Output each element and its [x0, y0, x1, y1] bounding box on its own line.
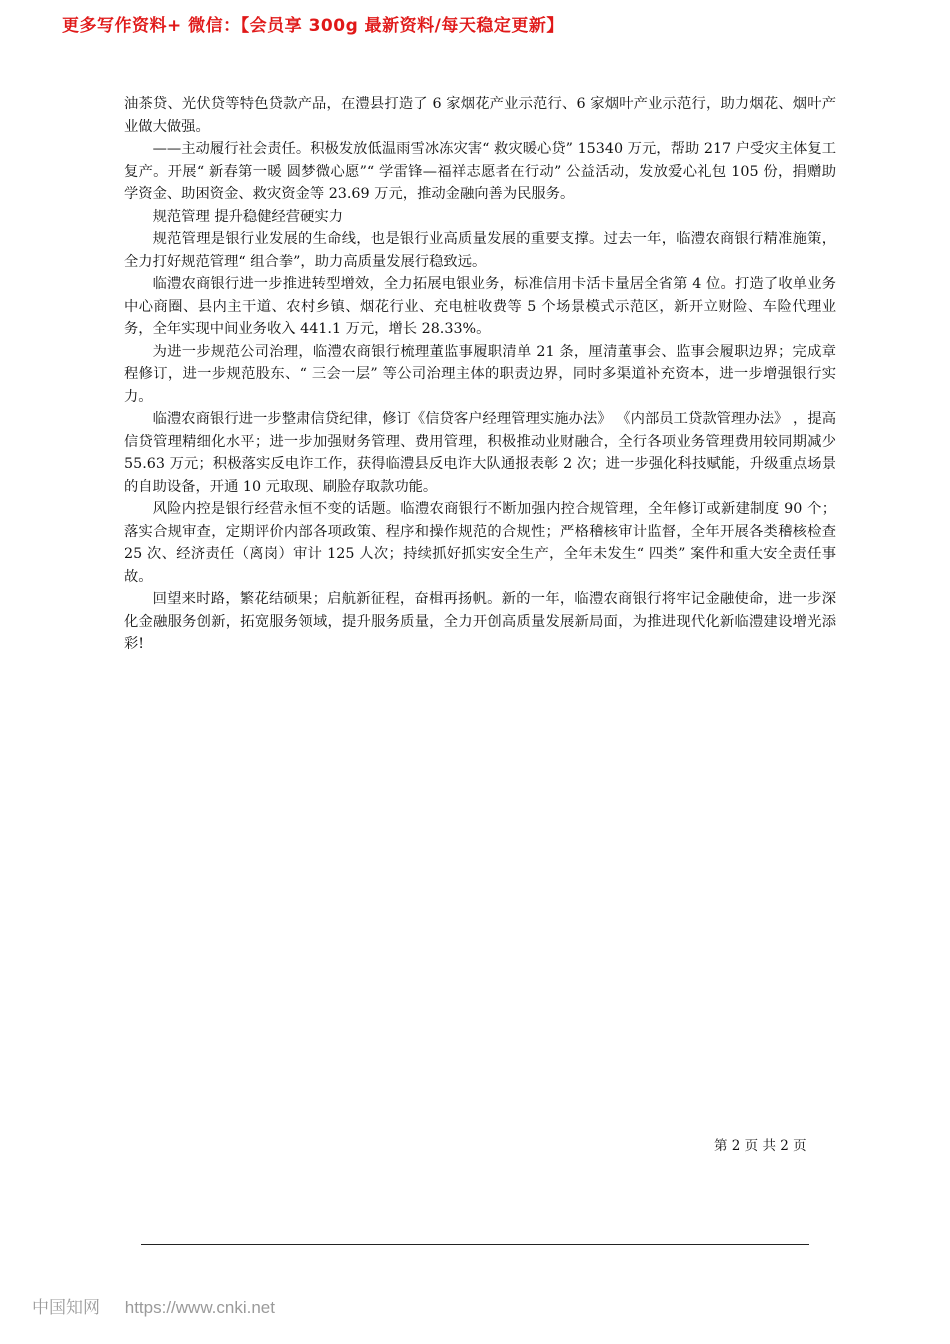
paragraph-governance: 为进一步规范公司治理，临澧农商银行梳理董监事履职清单 21 条，厘清董事会、监事会履职边界；完成章程修订，进一步规范股东、“ 三会一层” 等公司治理主体的职责边界，同时多渠道补充资本，进一步增强银行实力。: [124, 343, 836, 405]
watermark-url: https://www.cnki.net: [124, 1298, 275, 1317]
paragraph-standard-management: 规范管理是银行业发展的生命线，也是银行业高质量发展的重要支撑。过去一年，临澧农商银行精准施策，全力打好规范管理“ 组合拳”，助力高质量发展行稳致远。: [124, 231, 836, 270]
paragraph-transformation: 临澧农商银行进一步推进转型增效，全力拓展电银业务，标准信用卡活卡量居全省第 4 位。打造了收单业务中心商圈、县内主干道、农村乡镇、烟花行业、充电桩收费等 5 个场景模式示范区，新开立财险、车险代理业务，全年实现中间业务收入 441.1 万元，增长 28.33%。: [124, 276, 836, 337]
paragraph-continuation: 油茶贷、光伏贷等特色贷款产品，在澧县打造了 6 家烟花产业示范行、6 家烟叶产业示范行，助力烟花、烟叶产业做大做强。: [124, 96, 836, 135]
cnki-watermark: [32, 1293, 275, 1318]
document-body: [124, 93, 836, 656]
watermark-site-name: 中国知网: [32, 1298, 100, 1317]
promo-banner: 更多写作资料+ 微信：【会员享 300g 最新资料/每天稳定更新】: [62, 16, 564, 36]
paragraph-conclusion: 回望来时路，繁花结硕果；启航新征程，奋楫再扬帆。新的一年，临澧农商银行将牢记金融使命，进一步深化金融服务创新，拓宽服务领域，提升服务质量，全力开创高质量发展新局面，为推进现代化新临澧建设增光添彩!: [124, 591, 836, 652]
paragraph-risk-control: 风险内控是银行经营永恒不变的话题。临澧农商银行不断加强内控合规管理，全年修订或新建制度 90 个；落实合规审查，定期评价内部各项政策、程序和操作规范的合规性；严格稽核审计监督，全年开展各类稽核检查 25 次、经济责任（离岗）审计 125 人次；持续抓好抓实安全生产，全年未发生“ 四类” 案件和重大安全责任事故。: [124, 501, 836, 585]
page-number: 第 2 页 共 2 页: [714, 1138, 807, 1154]
section-heading: 规范管理 提升稳健经营硬实力: [152, 208, 343, 225]
paragraph-credit-discipline: 临澧农商银行进一步整肃信贷纪律，修订《信贷客户经理管理实施办法》 《内部员工贷款管理办法》 ，提高信贷管理精细化水平；进一步加强财务管理、费用管理，积极推动业财融合，全行各项业务管理费用较同期减少 55.63 万元；积极落实反电诈工作，获得临澧县反电诈大队通报表彰 2 次；进一步强化科技赋能，升级重点场景的自助设备，开通 10 元取现、刷脸存取款功能。: [124, 411, 836, 495]
paragraph-social-responsibility: ——主动履行社会责任。积极发放低温雨雪冰冻灾害“ 救灾暖心贷” 15340 万元，帮助 217 户受灾主体复工复产。开展“ 新春第一暖 圆梦微心愿”“ 学雷锋—福祥志愿者在行动” 公益活动，发放爱心礼包 105 份，捐赠助学资金、助困资金、救灾资金等 23.69 万元，推动金融向善为民服务。: [124, 141, 836, 202]
footer-divider: [141, 1244, 809, 1245]
